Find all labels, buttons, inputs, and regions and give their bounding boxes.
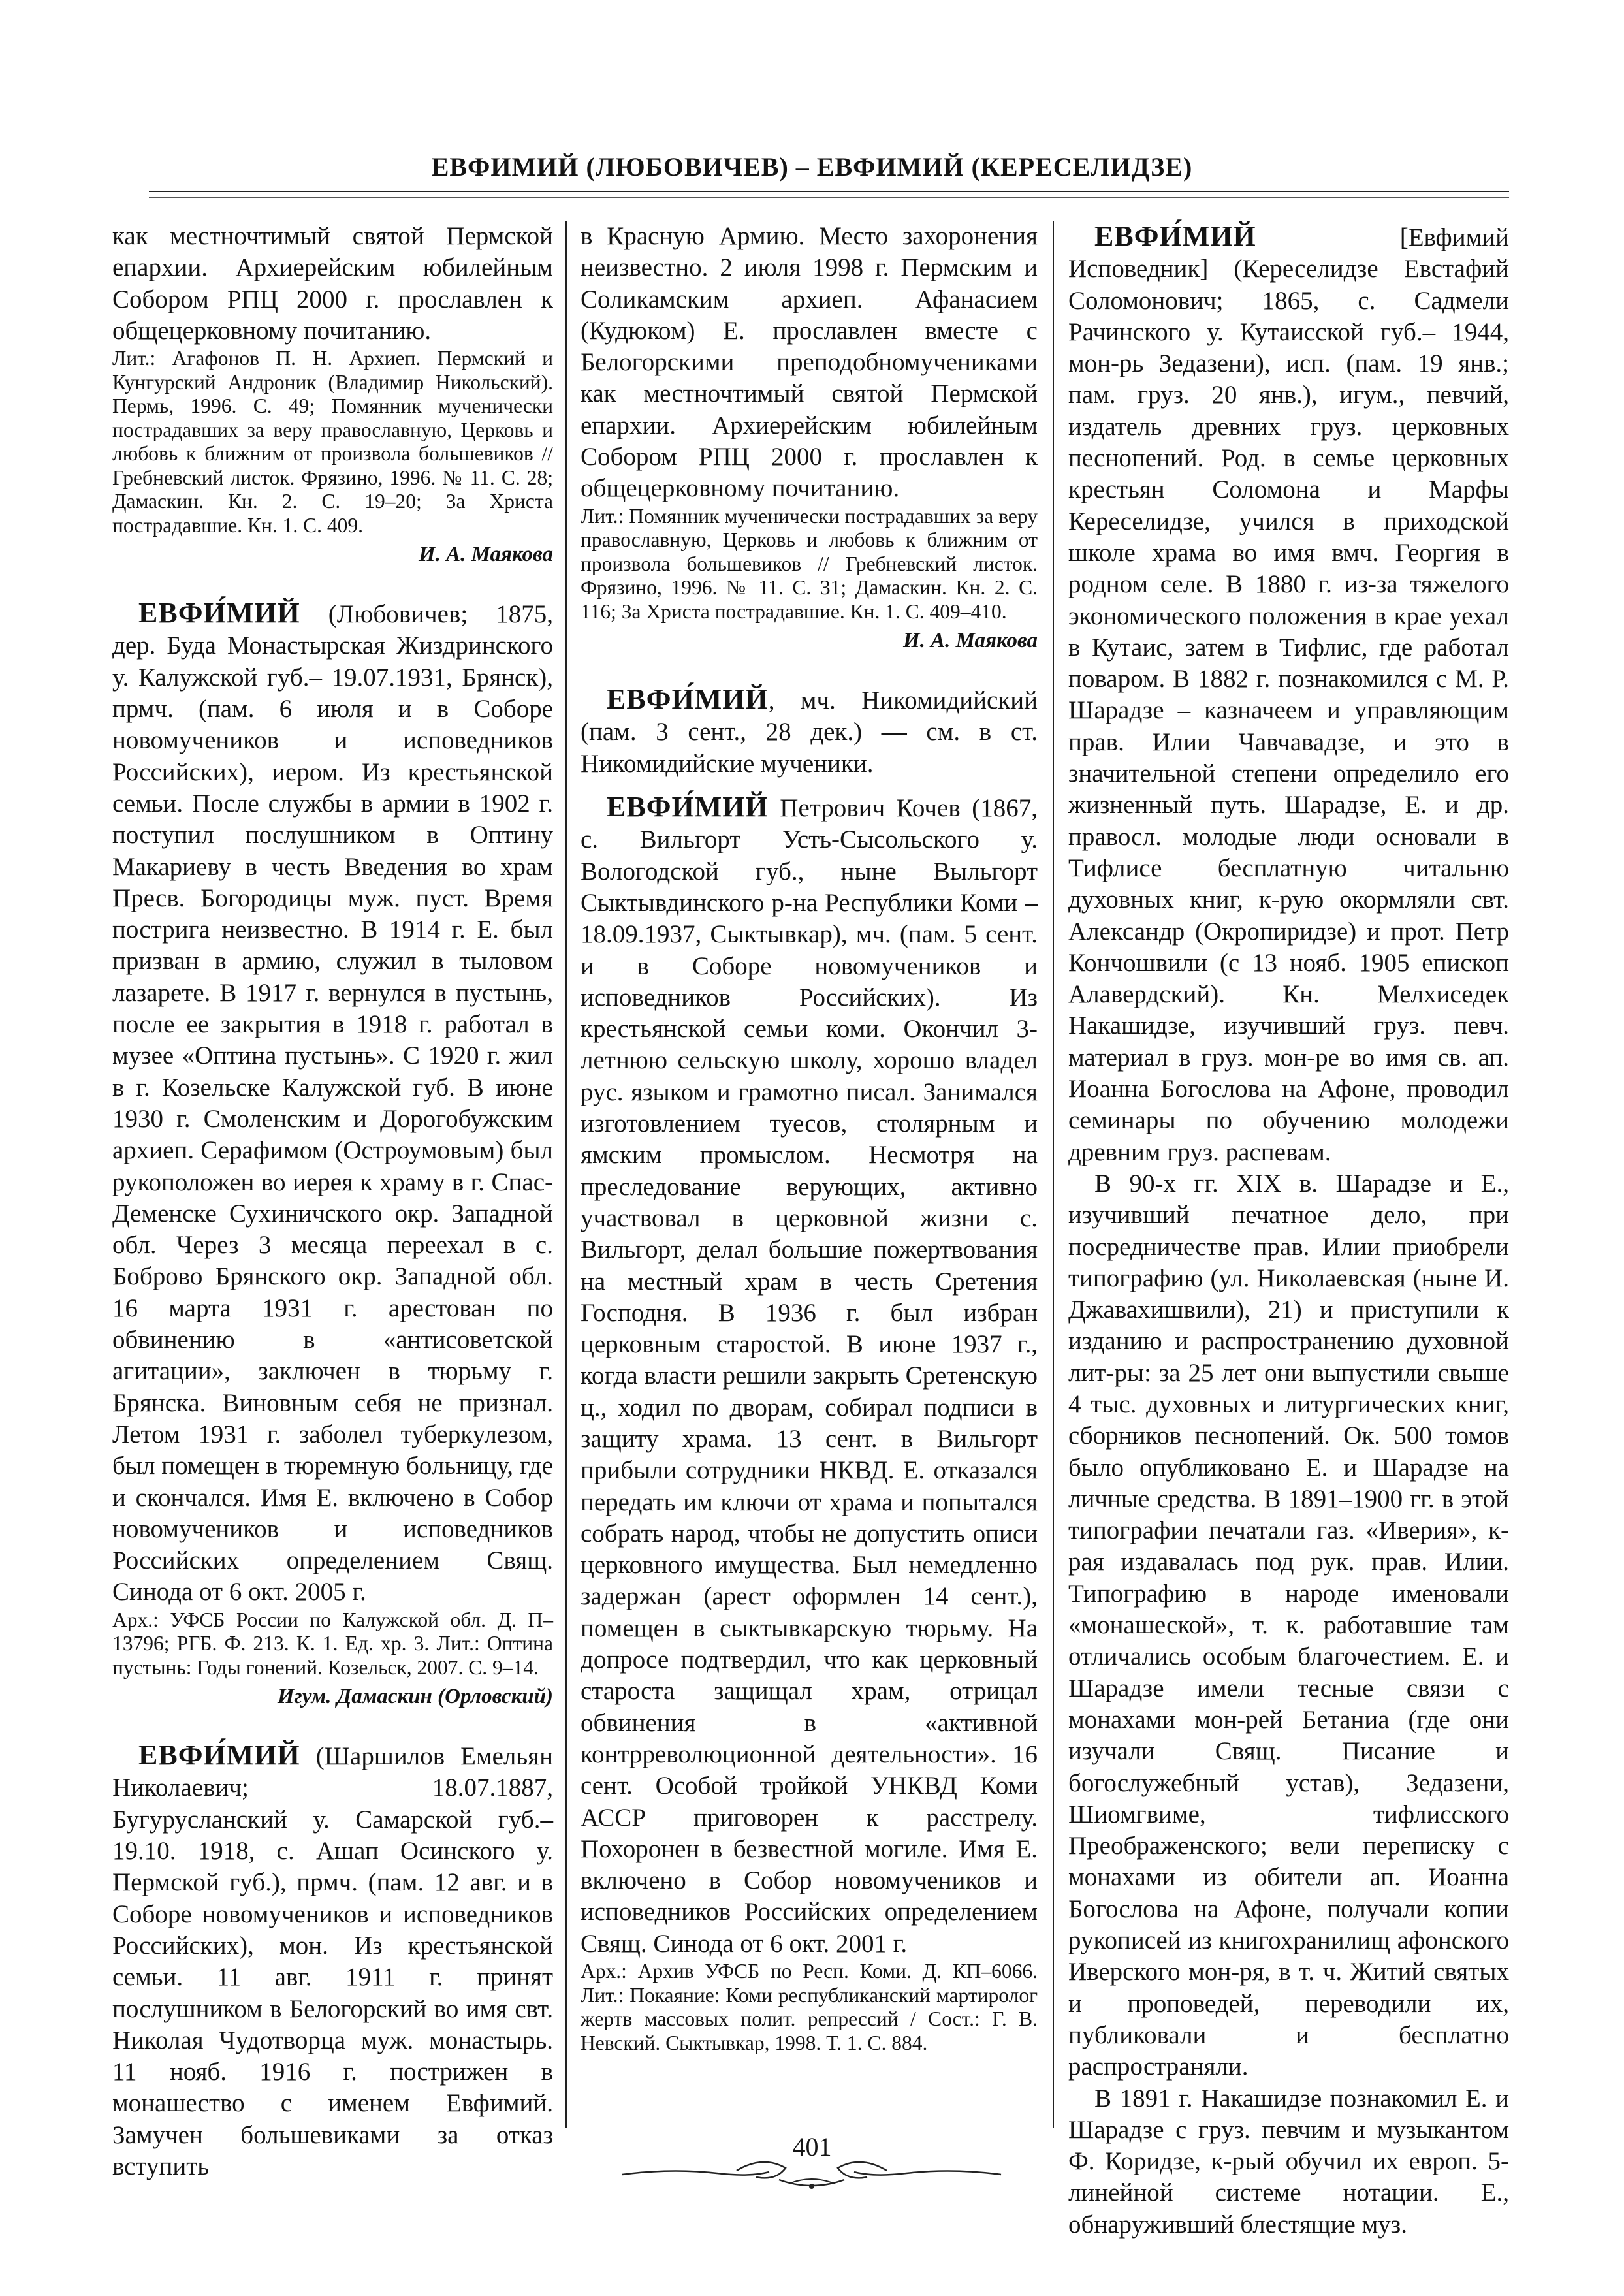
header-rule bbox=[149, 191, 1509, 192]
entry-text: (Шаршилов Емельян Николаевич; 18.07.1887, Бугуруслaнский у. Самарской губ.– 19.10. 1918, с. Ашап Осинского у. Пермской губ.), прмч. (пам. 12 авг. и в Соборе новомучеников и исповедников Российских), мон. Из крестьянской семьи. 11 авг. 1911 г. принят послушником в Белогорский во имя свт. Николая Чудотворца муж. монастырь. 11 нояб. 1916 г. пострижен в монашество с именем Евфимий. Замучен большевиками за отказ вступить bbox=[112, 1742, 553, 2181]
paragraph: как местночтимый святой Пермской епархии. Архиерейским юбилейным Собором РПЦ 2000 г. прославлен к общецерковному почитанию. bbox=[112, 222, 553, 345]
author-signature: Игум. Дамаскин (Орловский) bbox=[277, 1685, 553, 1709]
entry-text: Петрович Кочев (1867, с. Вильгорт Усть-Сысольского у. Вологодской губ., ныне Выльгорт Сыктывдинского р-на Республики Коми – 18.09.1937, Сыктывкар), мч. (пам. 5 сент. и в Соборе новомучеников и исповедников Российских). Из крестьянской семьи коми. Окончил 3-летнюю сельскую школу, хорошо владел рус. языком и грамотно писал. Занимался изготовлением туесов, столярным и ямским промыслом. Несмотря на преследование верующих, активно участвовал в церковной жизни с. Вильгорт, делал большие пожертвования на местный храм в честь Сретения Господня. В 1936 г. был избран церковным старостой. В июне 1937 г., когда власти решили закрыть Сретенскую ц., ходил по дворам, собирал подписи в защиту храма. 13 сент. в Вильгорт прибыли сотрудники НКВД. Е. отказался передать им ключи от храма и попытался собрать народ, чтобы не допустить описи церковного имущества. Был немедленно задержан (арест оформлен 14 сент.), помещен в сыктывкарскую тюрьму. На допросе подтвердил, что как церковный староста защищал храм, отрицал обвинения в «активной контрреволюционной деятельности». 16 сент. Особой тройкой УНКВД Коми АССР приговорен к расстрелу. Похоронен в безвестной могиле. Имя Е. включено в Собор новомучеников и исповедников Российских определением Свящ. Синода от 6 окт. 2001 г. bbox=[581, 794, 1038, 1958]
column-divider bbox=[1053, 221, 1054, 2128]
literature-note: Арх.: Архив УФСБ по Респ. Коми. Д. КП–6066. Лит.: Покаяние: Коми республиканский мартиролог жертв массовых полит. репрессий / Сост.: Г. В. Невский. Сыктывкар, 1998. Т. 1. С. 884. bbox=[581, 1960, 1038, 2054]
column-left bbox=[112, 221, 553, 2181]
page-number: 401 bbox=[792, 2132, 832, 2161]
author-signature: И. А. Маякова bbox=[418, 543, 553, 567]
entry-evfimiy-lyubovichev bbox=[112, 598, 553, 1608]
running-header: ЕВФИМИЙ (ЛЮБОВИЧЕВ) – ЕВФИМИЙ (КЕРЕСЕЛИДЗЕ) bbox=[431, 152, 1193, 182]
entry-headword: ЕВФИ́МИЙ bbox=[607, 791, 769, 823]
entry-evfimiy-kereselidze bbox=[1068, 221, 1509, 1168]
entry-evfimiy-sharshilov bbox=[112, 1740, 553, 2182]
entry-headword: ЕВФИ́МИЙ bbox=[138, 1739, 300, 1772]
literature-note: Лит.: Помянник мученически пострадавших за веру православную, Церковь и любовь к ближним от произвола большевиков // Гребневский листок. Фрязино, 1996. № 11. С. 31; Дамаскин. Кн. 2. С. 116; За Христа пострадавшие. Кн. 1. С. 409–410. bbox=[581, 504, 1038, 623]
paragraph: В 1891 г. Накашидзе познакомил Е. и Шарадзе с груз. певчим и музыкантом Ф. Коридзе, к-рый обучил их европ. 5-линейной системе нотации. Е., обнаруживший блестящие муз. bbox=[1068, 2084, 1509, 2239]
entry-text: [Евфимий Исповедник] (Кереселидзе Евстафий Соломонович; 1865, с. Садмели Рачинского у. Кутаисской губ.– 1944, мон-рь Зедазени), исп. (пам. 19 янв.; пам. груз. 20 янв.), игум., певчий, издатель древних груз. церковных песнопений. Род. в семье церковных крестьян Соломона и Марфы Кереселидзе, учился в приходской школе храма во имя вмч. Георгия в родном селе. В 1880 г. из-за тяжелого экономического положения в крае уехал в Кутаис, затем в Тифлис, где работал поваром. В 1882 г. познакомился с М. Р. Шарадзе – казначеем и управляющим прав. Илии Чавчавадзе, и это в значительной степени определило его жизненный путь. Шарадзе, Е. и др. правосл. молодые люди основали в Тифлисе бесплатную читальню духовных книг, к-рую окормляли свт. Александр (Окропиридзе) и прот. Петр Кончошвили (с 13 нояб. 1905 епископ Алавердский). Кн. Мелхиседек Накашидзе, изучивший груз. певч. материал в груз. мон-ре во имя св. ап. Иоанна Богослова на Афоне, проводил семинары по обучению молодежи древним груз. распевам. bbox=[1068, 223, 1509, 1166]
column-right bbox=[1068, 220, 1509, 2239]
literature-note: Лит.: Агафонов П. Н. Архиеп. Пермский и Кунгурский Андроник (Владимир Никольский). Пермь, 1996. С. 49; Помянник мученически пострадавших за веру православную, Церковь и любовь к ближним от произвола большевиков // Гребневский листок. Фрязино, 1996. № 11. С. 28; Дамаскин. Кн. 2. С. 19–20; За Христа пострадавшие. Кн. 1. С. 409. bbox=[112, 347, 553, 537]
column-middle bbox=[581, 221, 1038, 2137]
header-rule-thin bbox=[149, 197, 1509, 198]
entry-headword: ЕВФИ́МИЙ bbox=[607, 683, 769, 716]
paragraph: в Красную Армию. Место захоронения неизвестно. 2 июля 1998 г. Пермским и Соликамским архиеп. Афанасием (Кудюком) Е. прославлен вместе с Белогорскими преподобномучениками как местночтимый святой Пермской епархии. Архиерейским юбилейным Собором РПЦ 2000 г. прославлен к общецерковному почитанию. bbox=[581, 222, 1038, 503]
author-signature: И. А. Маякова bbox=[902, 629, 1038, 653]
column-divider bbox=[565, 221, 567, 2128]
literature-note: Арх.: УФСБ России по Калужской обл. Д. П–13796; РГБ. Ф. 213. К. 1. Ед. хр. 3. Лит.: Оптина пустынь: Годы гонений. Козельск, 2007. С. 9–14. bbox=[112, 1608, 553, 1679]
entry-text: (Любовичев; 1875, дер. Буда Монастырская Жиздринского у. Калужской губ.– 19.07.1931, Брянск), прмч. (пам. 6 июля и в Соборе новомучеников и исповедников Российских), иером. Из крестьянской семьи. После службы в армии в 1902 г. поступил послушником в Оптину Макариеву в честь Введения во храм Пресв. Богородицы муж. пуст. Время пострига неизвестно. В 1914 г. Е. был призван в армию, служил в тыловом лазарете. В 1917 г. вернулся в пустынь, после ее закрытия в 1918 г. работал в музее «Оптина пустынь». С 1920 г. жил в г. Козельске Калужской губ. В июне 1930 г. Смоленским и Дорогобужским архиеп. Серафимом (Остроумовым) был рукоположен во иерея к храму в г. Спас-Деменске Сухиничского окр. Западной обл. Через 3 месяца переехал в с. Боброво Брянского окр. Западной обл. 16 марта 1931 г. арестован по обвинению в «антисоветской агитации», заключен в тюрьму г. Брянска. Виновным себя не признал. Летом 1931 г. заболел туберкулезом, был помещен в тюремную больницу, где и скончался. Имя Е. включено в Собор новомучеников и исповедников Российских определением Свящ. Синода от 6 окт. 2005 г. bbox=[112, 600, 553, 1606]
entry-headword: ЕВФИ́МИЙ bbox=[138, 597, 300, 630]
paragraph: В 90-х гг. XIX в. Шарадзе и Е., изучивший печатное дело, при посредничестве прав. Илии приобрели типографию (ул. Николаевская (ныне И. Джавахишвили), 21) и приступили к изданию и распространению духовной лит-ры: за 25 лет они выпустили свыше 4 тыс. духовных и литургических книг, сборников песнопений. Ок. 500 томов было опубликовано Е. и Шарадзе на личные средства. В 1891–1900 гг. в этой типографии печатали газ. «Иверия», к-рая издавалась под рук. прав. Илии. Типографию в народе именовали «монашеской», т. к. работавшие там отличались особым благочестием. Е. и Шарадзе имели тесные связи с монахами мон-рей Бетаниа (где они изучали Свящ. Писание и богослужебный устав), Зедазени, Шиомгвиме, тифлисского Преображенского; вели переписку с монахами из обители ап. Иоанна Богослова на Афоне, получали копии рукописей из книгохранилищ афонского Иверского мон-ря, в т. ч. Житий святых и проповедей, переводили их, публиковали и бесплатно распространяли. bbox=[1068, 1169, 1509, 2081]
entry-headword: ЕВФИ́МИЙ bbox=[1094, 220, 1256, 252]
entry-text: , мч. Никомидийский (пам. 3 сент., 28 дек.) — см. в ст. Никомидийские мученики. bbox=[581, 686, 1038, 778]
entry-evfimiy-kochev bbox=[581, 791, 1038, 1960]
entry-evfimiy-nikomidiyskiy bbox=[581, 684, 1038, 780]
